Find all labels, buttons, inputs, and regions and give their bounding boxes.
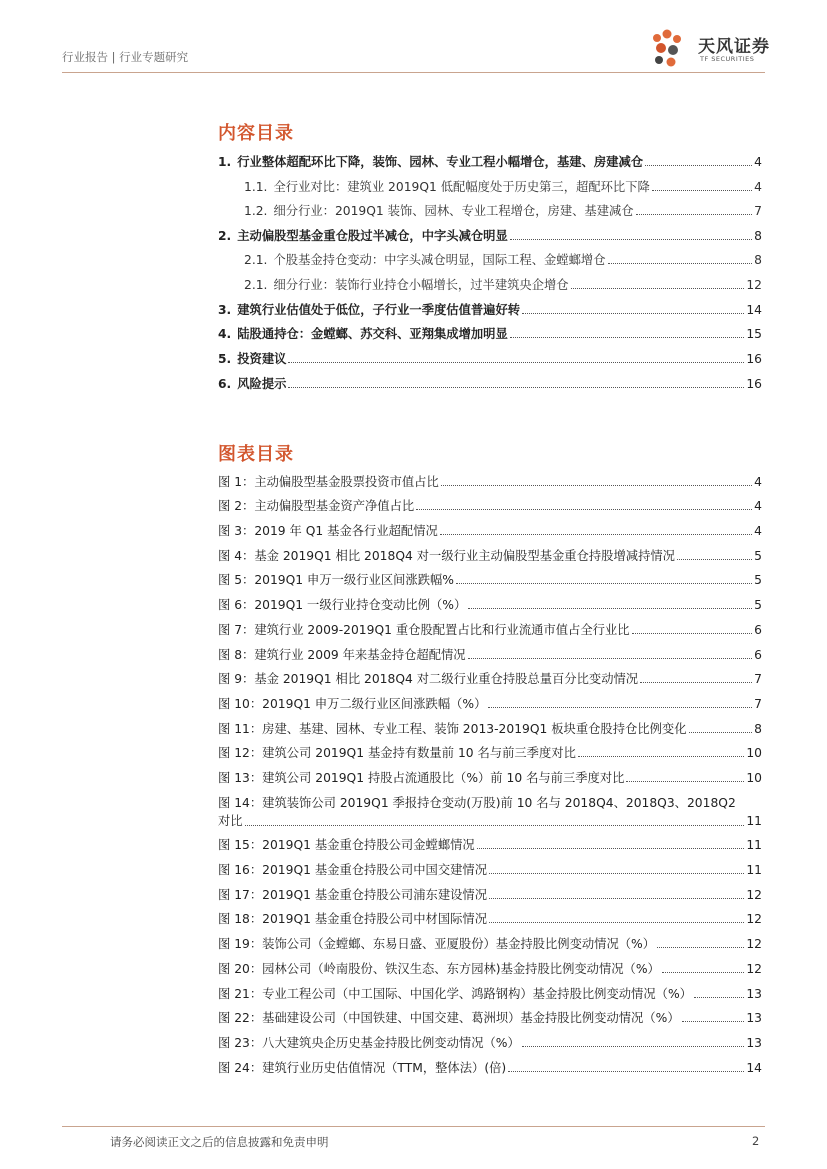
figure-entry[interactable] <box>218 496 762 514</box>
toc-entry-page: 4 <box>754 180 762 194</box>
leader-dots <box>508 1071 744 1072</box>
figure-entry[interactable] <box>218 959 762 977</box>
leader-dots <box>510 239 752 240</box>
figure-entry-title: 图 18：2019Q1 基金重仓持股公司中材国际情况 <box>218 912 488 926</box>
footer-disclaimer: 请务必阅读正文之后的信息披露和免责申明 <box>110 1135 329 1149</box>
toc-entry-page: 12 <box>746 278 762 292</box>
figure-entry-title: 图 17：2019Q1 基金重仓持股公司浦东建设情况 <box>218 888 488 902</box>
toc-entry-page: 15 <box>746 327 762 341</box>
figure-entry-page: 10 <box>746 746 762 760</box>
figure-entry-title: 图 15：2019Q1 基金重仓持股公司金螳螂情况 <box>218 838 475 852</box>
brand-subtitle: TF SECURITIES <box>700 55 755 63</box>
leader-dots <box>288 362 744 363</box>
toc-entry-title: 个股基金持仓变动：中字头减仓明显，国际工程、金螳螂增仓 <box>273 253 606 267</box>
figure-entry[interactable] <box>218 645 762 663</box>
figure-entry-title: 图 14：建筑装饰公司 2019Q1 季报持仓变动(万股)前 10 名与 2018Q4、2018Q3、2018Q2 <box>218 796 736 810</box>
figure-entry[interactable] <box>218 546 762 564</box>
toc-entry-number: 2.1. <box>244 253 268 267</box>
leader-dots <box>626 781 744 782</box>
toc-entry-number: 2.1. <box>244 278 268 292</box>
toc-entry-title: 建筑行业估值处于低位，子行业一季度估值普遍好转 <box>237 303 521 317</box>
leader-dots <box>677 559 752 560</box>
figure-entry[interactable] <box>218 570 762 588</box>
page-number: 2 <box>752 1134 760 1148</box>
figure-entry[interactable] <box>218 1033 762 1051</box>
figure-entry-title: 图 2：主动偏股型基金资产净值占比 <box>218 499 415 513</box>
leader-dots <box>645 165 752 166</box>
toc-entry-title: 风险提示 <box>237 377 287 391</box>
leader-dots <box>689 732 753 733</box>
figure-entry-title-cont: 对比 <box>218 814 243 828</box>
figures-title: 图表目录 <box>218 444 294 465</box>
toc-entry[interactable] <box>218 349 762 367</box>
figure-entry-page: 4 <box>754 499 762 513</box>
figure-entry-title: 图 6：2019Q1 一级行业持仓变动比例（%） <box>218 598 467 612</box>
leader-dots <box>489 922 744 923</box>
toc-entry-number: 3. <box>218 303 232 317</box>
figure-entry[interactable] <box>218 694 762 712</box>
figure-entry[interactable] <box>218 768 762 786</box>
figure-entry-title: 图 7：建筑行业 2009-2019Q1 重仓股配置占比和行业流通市值占全行业比 <box>218 623 630 637</box>
toc-entry-number: 6. <box>218 377 232 391</box>
figure-entry[interactable] <box>218 984 762 1002</box>
figure-entry-page: 11 <box>746 814 762 828</box>
figure-entry-title: 图 19：装饰公司（金螳螂、东易日盛、亚厦股份）基金持股比例变动情况（%） <box>218 937 656 951</box>
leader-dots <box>682 1021 745 1022</box>
toc-entry[interactable] <box>218 374 762 392</box>
toc-entry[interactable] <box>218 300 762 318</box>
figure-entry[interactable] <box>218 669 762 687</box>
figure-entry-page: 5 <box>754 573 762 587</box>
figure-entry-page: 7 <box>754 672 762 686</box>
toc-entry-number: 4. <box>218 327 232 341</box>
figure-entry-page: 5 <box>754 598 762 612</box>
toc-entry-number: 1.1. <box>244 180 268 194</box>
figure-entry-title: 图 10：2019Q1 申万二级行业区间涨跌幅（%） <box>218 697 487 711</box>
toc-entry-number: 5. <box>218 352 232 366</box>
toc-entry[interactable] <box>244 250 762 268</box>
toc-entry[interactable] <box>244 177 762 195</box>
figure-entry-title: 图 1：主动偏股型基金股票投资市值占比 <box>218 475 439 489</box>
figure-entry[interactable] <box>218 860 762 878</box>
leader-dots <box>632 633 753 634</box>
figure-entry[interactable] <box>218 743 762 761</box>
leader-dots <box>416 509 752 510</box>
figure-entry-page: 11 <box>746 863 762 877</box>
figure-entry-page: 8 <box>754 722 762 736</box>
leader-dots <box>510 337 745 338</box>
figure-entry-page: 11 <box>746 838 762 852</box>
toc-title: 内容目录 <box>218 123 294 144</box>
toc-entry-page: 14 <box>746 303 762 317</box>
leader-dots <box>489 898 744 899</box>
figure-entry-page: 7 <box>754 697 762 711</box>
leader-dots <box>522 1046 745 1047</box>
figure-entry-page: 12 <box>746 962 762 976</box>
leader-dots <box>477 848 745 849</box>
toc-entry[interactable] <box>244 275 762 293</box>
figure-entry[interactable] <box>218 620 762 638</box>
leader-dots <box>694 997 744 998</box>
toc-entry-title: 投资建议 <box>237 352 287 366</box>
figure-entry-page: 4 <box>754 524 762 538</box>
figure-entry[interactable] <box>218 1058 762 1076</box>
footer-divider <box>62 1126 765 1127</box>
figure-entry-page: 13 <box>746 987 762 1001</box>
leader-dots <box>468 608 752 609</box>
toc-entry-title: 陆股通持仓：金螳螂、苏交科、亚翔集成增加明显 <box>237 327 508 341</box>
figure-entry-page: 6 <box>754 648 762 662</box>
leader-dots <box>571 288 745 289</box>
leader-dots <box>608 263 753 264</box>
toc-entry-page: 7 <box>754 204 762 218</box>
figure-entry-title: 图 16：2019Q1 基金重仓持股公司中国交建情况 <box>218 863 488 877</box>
toc-entry-page: 8 <box>754 253 762 267</box>
toc-entry-page: 4 <box>754 155 762 169</box>
toc-entry[interactable] <box>244 201 762 219</box>
leader-dots <box>456 583 752 584</box>
figure-entry-page: 13 <box>746 1011 762 1025</box>
figure-entry[interactable] <box>218 595 762 613</box>
figure-entry-continuation <box>218 812 762 830</box>
figure-entry-title: 图 13：建筑公司 2019Q1 持股占流通股比（%）前 10 名与前三季度对比 <box>218 771 625 785</box>
figure-entry-page: 6 <box>754 623 762 637</box>
figure-entry-title: 图 21：专业工程公司（中工国际、中国化学、鸿路钢构）基金持股比例变动情况（%） <box>218 987 692 1001</box>
toc-entry-page: 16 <box>746 377 762 391</box>
figure-entry[interactable] <box>218 521 762 539</box>
leader-dots <box>640 682 752 683</box>
leader-dots <box>441 485 752 486</box>
leader-dots <box>468 658 753 659</box>
figure-entry[interactable] <box>218 835 762 853</box>
leader-dots <box>578 756 744 757</box>
leader-dots <box>662 972 745 973</box>
figure-entry-title: 图 23：八大建筑央企历史基金持股比例变动情况（%） <box>218 1036 520 1050</box>
leader-dots <box>245 825 745 826</box>
toc-entry-title: 细分行业：装饰行业持仓小幅增长，过半建筑央企增仓 <box>273 278 569 292</box>
header-divider <box>62 72 765 73</box>
figure-entry-title: 图 11：房建、基建、园林、专业工程、装饰 2013-2019Q1 板块重仓股持仓比例变化 <box>218 722 687 736</box>
toc-entry-title: 主动偏股型基金重仓股过半减仓，中字头减仓明显 <box>237 229 508 243</box>
leader-dots <box>288 387 744 388</box>
toc-entry-number: 2. <box>218 229 232 243</box>
figure-entry-page: 12 <box>746 937 762 951</box>
figure-entry-title: 图 20：园林公司（岭南股份、铁汉生态、东方园林)基金持股比例变动情况（%） <box>218 962 660 976</box>
figure-entry-page: 4 <box>754 475 762 489</box>
figure-entry-title: 图 12：建筑公司 2019Q1 基金持有数量前 10 名与前三季度对比 <box>218 746 576 760</box>
figure-entry-wrapped[interactable] <box>218 794 762 830</box>
brand-name: 天风证券 <box>698 37 770 57</box>
figure-entry-title: 图 9：基金 2019Q1 相比 2018Q4 对二级行业重仓持股总量百分比变动情况 <box>218 672 639 686</box>
toc-entry-title: 全行业对比：建筑业 2019Q1 低配幅度处于历史第三，超配环比下降 <box>273 180 650 194</box>
figure-entry[interactable] <box>218 1008 762 1026</box>
leader-dots <box>440 534 752 535</box>
toc-entry[interactable] <box>218 324 762 342</box>
figure-entry-title: 图 8：建筑行业 2009 年来基金持仓超配情况 <box>218 648 466 662</box>
toc-entry-page: 16 <box>746 352 762 366</box>
report-breadcrumb: 行业报告 | 行业专题研究 <box>62 50 189 64</box>
figure-entry-page: 12 <box>746 912 762 926</box>
figure-entry[interactable] <box>218 934 762 952</box>
figure-entry-page: 14 <box>746 1061 762 1075</box>
leader-dots <box>652 190 752 191</box>
toc-entry[interactable] <box>218 226 762 244</box>
figure-entry-title: 图 4：基金 2019Q1 相比 2018Q4 对一级行业主动偏股型基金重仓持股增减持情况 <box>218 549 675 563</box>
leader-dots <box>489 873 744 874</box>
figure-entry[interactable] <box>218 885 762 903</box>
toc-entry-page: 8 <box>754 229 762 243</box>
figure-entry-title: 图 24：建筑行业历史估值情况（TTM，整体法）(倍) <box>218 1061 507 1075</box>
toc-entry-number: 1.2. <box>244 204 268 218</box>
figure-entry-title: 图 3：2019 年 Q1 基金各行业超配情况 <box>218 524 438 538</box>
figure-entry-page: 5 <box>754 549 762 563</box>
leader-dots <box>657 947 744 948</box>
figure-entry-page: 12 <box>746 888 762 902</box>
figure-entry-title: 图 5：2019Q1 申万一级行业区间涨跌幅% <box>218 573 454 587</box>
leader-dots <box>636 214 753 215</box>
figure-entry[interactable] <box>218 472 762 490</box>
figure-entry-page: 10 <box>746 771 762 785</box>
figure-entry-title: 图 22：基础建设公司（中国铁建、中国交建、葛洲坝）基金持股比例变动情况（%） <box>218 1011 680 1025</box>
toc-entry-title: 行业整体超配环比下降，装饰、园林、专业工程小幅增仓，基建、房建减仓 <box>237 155 644 169</box>
figure-entry-page: 13 <box>746 1036 762 1050</box>
leader-dots <box>488 707 752 708</box>
toc-entry-number: 1. <box>218 155 232 169</box>
toc-entry-title: 细分行业：2019Q1 装饰、园林、专业工程增仓，房建、基建减仓 <box>273 204 634 218</box>
figure-entry[interactable] <box>218 909 762 927</box>
figure-entry[interactable] <box>218 719 762 737</box>
leader-dots <box>522 313 744 314</box>
toc-entry[interactable] <box>218 152 762 170</box>
